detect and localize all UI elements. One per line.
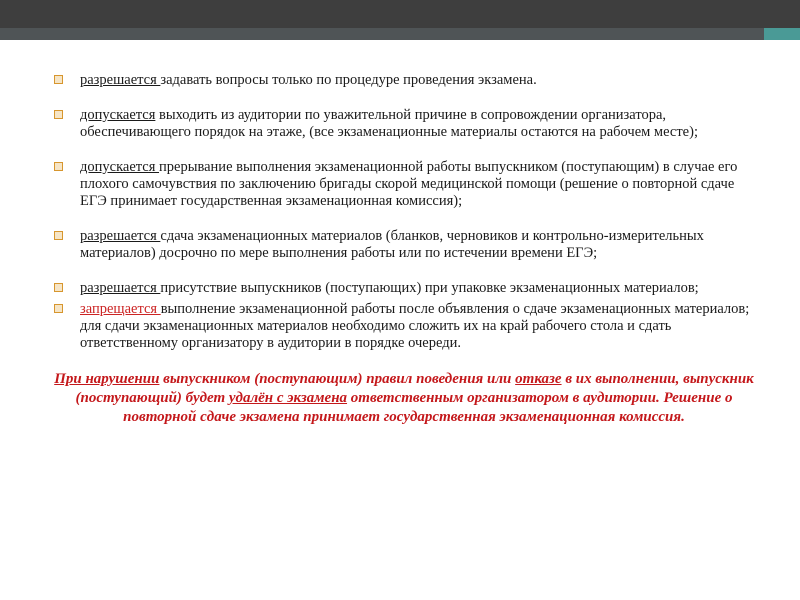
- violation-rule-text: [54, 370, 754, 427]
- list-item: [54, 72, 754, 89]
- item-text: выполнение экзаменационной работы после объявления о сдаче экзаменационных материалов; для сдачи экзаменационных материалов необходимо сложить их на край рабочего стола и сдать ответственному организатору в аудитории в порядке очереди.: [80, 301, 750, 351]
- square-bullet-icon: [54, 283, 63, 292]
- square-bullet-icon: [54, 75, 63, 84]
- item-keyword: разрешается: [80, 228, 161, 244]
- item-keyword: разрешается: [80, 72, 161, 88]
- item-text: выходить из аудитории по уважительной причине в сопровождении организатора, обеспечивающего порядок на этаже, (все экзаменационные материалы остаются на рабочем месте);: [80, 107, 698, 140]
- item-keyword-forbidden: запрещается: [80, 301, 161, 317]
- square-bullet-icon: [54, 304, 63, 313]
- slide-content: [54, 72, 754, 427]
- item-keyword: допускается: [80, 107, 156, 123]
- rule-part: отказе: [515, 371, 562, 387]
- item-text: прерывание выполнения экзаменационной работы выпускником (поступающим) в случае его плохого самочувствия по заключению бригады скорой медицинской помощи (решение о повторной сдаче ЕГЭ принимает государственная экзаменационная комиссия);: [80, 159, 738, 209]
- list-item: [54, 280, 754, 297]
- item-text: присутствие выпускников (поступающих) при упаковке экзаменационных материалов;: [160, 280, 699, 296]
- rule-part: При нарушении: [54, 371, 160, 387]
- rule-part: выпускником (поступающим) правил поведения или: [159, 371, 516, 387]
- item-keyword: разрешается: [80, 280, 161, 296]
- teal-accent-block: [764, 28, 800, 40]
- list-item: [54, 107, 754, 141]
- rule-part: в их выполнении, выпускник (поступающий) будет: [75, 371, 754, 406]
- square-bullet-icon: [54, 231, 63, 240]
- item-text: задавать вопросы только по процедуре проведения экзамена.: [160, 72, 537, 88]
- square-bullet-icon: [54, 162, 63, 171]
- header-bar: [0, 0, 800, 28]
- list-item: [54, 228, 754, 262]
- rule-part: удалён с экзамена: [228, 390, 348, 406]
- header-accent-stripe: [0, 28, 800, 40]
- list-item: [54, 159, 754, 210]
- item-text: сдача экзаменационных материалов (бланков, черновиков и контрольно-измерительных материалов) досрочно по мере выполнения работы или по истечении времени ЕГЭ;: [80, 228, 704, 261]
- item-keyword: допускается: [80, 159, 160, 175]
- square-bullet-icon: [54, 110, 63, 119]
- list-item: [54, 301, 754, 352]
- rule-part: ответственным организатором в аудитории. Решение о повторной сдаче экзамена принимает государственная экзаменационная комиссия.: [123, 390, 733, 425]
